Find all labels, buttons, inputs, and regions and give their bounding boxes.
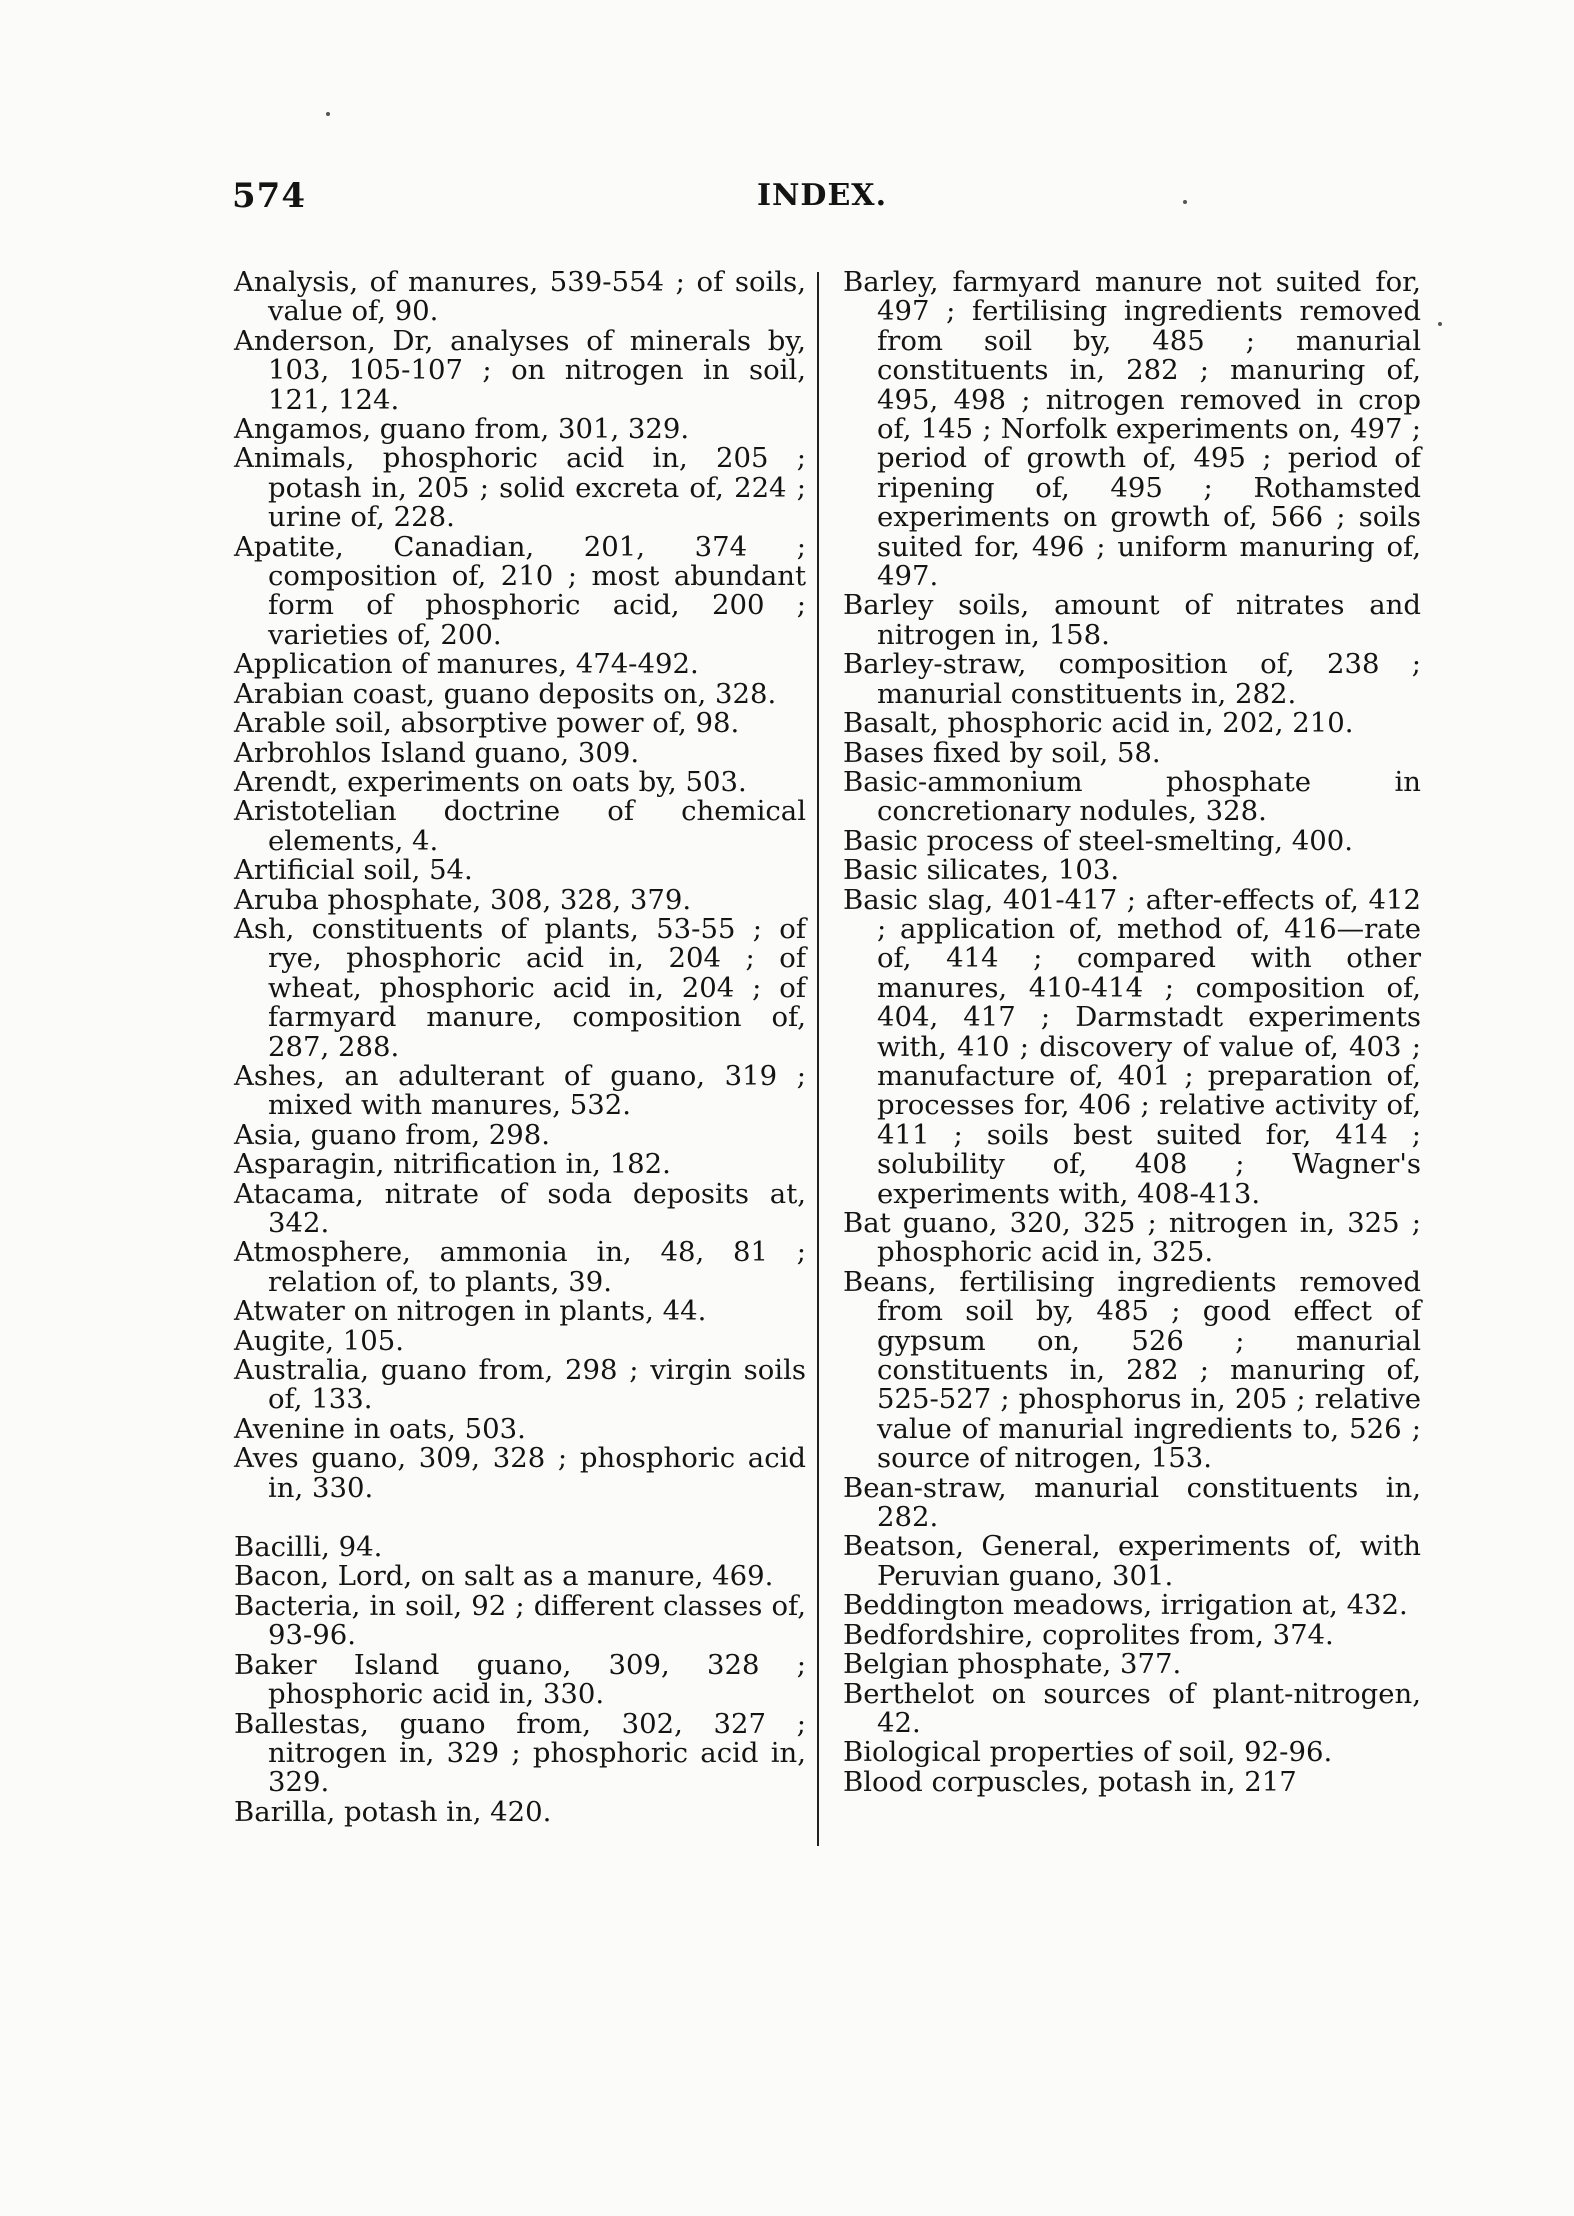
index-entry: Arable soil, absorptive power of, 98. (234, 707, 740, 740)
page-number: 574 (232, 176, 306, 216)
index-entry: Atmosphere, ammonia in, 48, 81 ; relation of, to plants, 39. (234, 1236, 806, 1298)
index-entry: Analysis, of manures, 539-554 ; of soils, value of, 90. (234, 266, 806, 328)
index-entry: Bacteria, in soil, 92 ; different classes of, 93-96. (234, 1589, 806, 1652)
index-entry: Augite, 105. (234, 1324, 405, 1357)
index-entry: Belgian phosphate, 377. (843, 1648, 1182, 1681)
scan-speck (1438, 322, 1442, 326)
section-spacer (234, 1503, 806, 1533)
index-entry: Bat guano, 320, 325 ; nitrogen in, 325 ; phosphoric acid in, 325. (843, 1207, 1421, 1269)
index-entry: Blood corpuscles, potash in, 217 (843, 1765, 1297, 1798)
index-entry: Asparagin, nitrification in, 182. (234, 1148, 671, 1181)
index-entry: Biological properties of soil, 92-96. (843, 1736, 1333, 1769)
index-entry: Aristotelian doctrine of chemical elements, 4. (234, 795, 806, 857)
index-entry: Ashes, an adulterant of guano, 319 ; mixed with manures, 532. (234, 1059, 806, 1122)
index-entry: Barley-straw, composition of, 238 ; manurial constituents in, 282. (843, 648, 1421, 710)
index-entry: Arbrohlos Island guano, 309. (234, 736, 640, 769)
index-entry: Beans, fertilising ingredients removed from soil by, 485 ; good effect of gypsum on, 526 ; manurial constituents in, 282 ; manuring of, 525-527 ; phosphorus in, 205 ; relative value of manurial ingredients to, 526 ; source of nitrogen, 153. (843, 1265, 1421, 1475)
index-entry: Asia, guano from, 298. (234, 1118, 551, 1151)
index-entry: Atwater on nitrogen in plants, 44. (234, 1295, 707, 1328)
column-divider (817, 272, 819, 1846)
index-entry: Basic silicates, 103. (843, 854, 1120, 887)
index-column-left (234, 268, 806, 1827)
index-entry: Beatson, General, experiments of, with Peruvian guano, 301. (843, 1530, 1421, 1592)
index-entry: Bases fixed by soil, 58. (843, 736, 1161, 769)
index-entry: Anderson, Dr, analyses of minerals by, 103, 105-107 ; on nitrogen in soil, 121, 124. (234, 324, 806, 416)
index-entry: Baker Island guano, 309, 328 ; phosphoric acid in, 330. (234, 1648, 806, 1711)
index-entry: Berthelot on sources of plant-nitrogen, 42. (843, 1677, 1421, 1739)
index-entry: Basic-ammonium phosphate in concretionary nodules, 328. (843, 765, 1421, 828)
index-entry: Bacon, Lord, on salt as a manure, 469. (234, 1560, 774, 1593)
index-column-right (843, 268, 1421, 1797)
index-entry: Barilla, potash in, 420. (234, 1795, 552, 1828)
index-entry: Bean-straw, manurial constituents in, 282. (843, 1471, 1421, 1534)
index-entry: Ash, constituents of plants, 53-55 ; of rye, phosphoric acid in, 204 ; of wheat, phosphoric acid in, 204 ; of farmyard manure, composition of, 287, 288. (234, 912, 806, 1063)
index-entry: Basalt, phosphoric acid in, 202, 210. (843, 707, 1354, 740)
index-entry: Barley soils, amount of nitrates and nitrogen in, 158. (843, 589, 1421, 651)
index-entry: Avenine in oats, 503. (234, 1412, 526, 1445)
index-entry: Bedfordshire, coprolites from, 374. (843, 1618, 1334, 1651)
index-entry: Aruba phosphate, 308, 328, 379. (234, 883, 692, 916)
index-entry: Bacilli, 94. (234, 1531, 383, 1564)
running-head: INDEX. (756, 178, 888, 213)
index-entry: Beddington meadows, irrigation at, 432. (843, 1589, 1408, 1622)
index-entry: Ballestas, guano from, 302, 327 ; nitrogen in, 329 ; phosphoric acid in, 329. (234, 1707, 806, 1799)
scan-speck (326, 112, 330, 116)
index-entry: Australia, guano from, 298 ; virgin soils of, 133. (234, 1354, 806, 1416)
index-entry: Angamos, guano from, 301, 329. (234, 413, 690, 446)
page-header (232, 176, 1412, 226)
index-entry: Basic slag, 401-417 ; after-effects of, 412 ; application of, method of, 416—rate of, 414 ; compared with other manures, 410-414 ; composition of, 404, 417 ; Darmstadt experiments with, 410 ; discovery of value of, 403 ; manufacture of, 401 ; preparation of, processes for, 406 ; relative activity of, 411 ; soils best suited for, 414 ; solubility of, 408 ; Wagner's experiments with, 408-413. (843, 883, 1421, 1210)
index-entry: Aves guano, 309, 328 ; phosphoric acid in, 330. (234, 1442, 806, 1504)
index-entry: Arendt, experiments on oats by, 503. (234, 765, 747, 798)
index-entry: Arabian coast, guano deposits on, 328. (234, 677, 777, 710)
index-entry: Artificial soil, 54. (234, 854, 473, 887)
index-entry: Barley, farmyard manure not suited for, 497 ; fertilising ingredients removed from soil by, 485 ; manurial constituents in, 282 ; manuring of, 495, 498 ; nitrogen removed in crop of, 145 ; Norfolk experiments on, 497 ; period of growth of, 495 ; period of ripening of, 495 ; Rothamsted experiments on growth of, 566 ; soils suited for, 496 ; uniform manuring of, 497. (843, 266, 1421, 593)
index-entry: Animals, phosphoric acid in, 205 ; potash in, 205 ; solid excreta of, 224 ; urine of, 228. (234, 442, 806, 534)
index-entry: Apatite, Canadian, 201, 374 ; composition of, 210 ; most abundant form of phosphoric acid, 200 ; varieties of, 200. (234, 530, 806, 651)
scan-speck (1183, 200, 1187, 204)
index-entry: Atacama, nitrate of soda deposits at, 342. (234, 1177, 806, 1239)
index-entry: Basic process of steel-smelting, 400. (843, 824, 1354, 857)
index-entry: Application of manures, 474-492. (234, 648, 699, 681)
